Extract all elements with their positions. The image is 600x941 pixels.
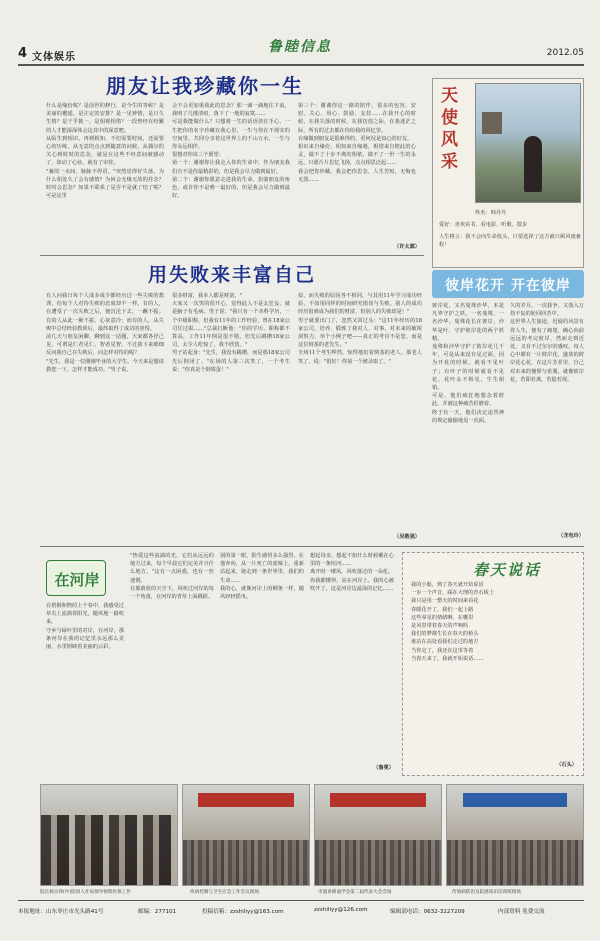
article5-author: （石头） <box>556 762 577 768</box>
footer-postcode: 邮编：277101 <box>138 909 177 915</box>
photo-1-caption: 院长杨宗铎(中)陪同人社局领导视察医保工作 <box>40 890 131 895</box>
footer-address: 本报地址：山东枣庄市光头路41号 <box>18 909 104 915</box>
profile-person-figure <box>524 136 542 192</box>
issue-date: 2012.05 <box>546 48 584 58</box>
footer-note: 内部资料 免费交流 <box>498 909 545 915</box>
profile-name: 姓名：韩丹丹 <box>475 210 507 216</box>
article2-col2: 很多财富，我本人都是财富。" 大家又一次笑的很开心，觉得此人不是太狂妄，就是脑子有毛病。男子说："我只有一个本科学历，一个中级职称，但我有11年的工作经验，曾在18家公司任过职……"总裁打断他："你的学历、职称都不算高，工作11年倒是很不错，但先后跳槽18家公司，太令人吃惊了，我不欣赏。" 男子站起身："先生，我没有跳槽，而是那18家公司先后倒闭了。"在场的人第三次笑了，一个考生说："你真是个倒霉蛋！" <box>172 293 290 373</box>
photo-3-people <box>315 840 441 885</box>
article3-col2: 久的岁月。一次我争，又落入万劫不复的轮回回苦中。 这世界人生旅途，迟疑的风景有你人生，便有了痛楚，确心向前远远的考完彼岸，然而走到近处，又有不过尔尔的感叹。每人心中都有一片彼岸花，盛放的彼岸花心花，在这片芳菲里，自己对未来的憧憬与希冀，就像彼岸花，若即若离，若隐若现。 <box>510 303 584 383</box>
photo-3 <box>314 784 442 886</box>
article3-title: 彼岸花开 开在彼岸 <box>445 278 571 294</box>
header-rule <box>18 64 584 66</box>
photo-2 <box>182 784 310 886</box>
photo-4-banner <box>463 793 566 807</box>
divider-1 <box>40 255 424 256</box>
article4-col4: 想起母亲，想起不如什么时候戴在心里的一条恒河…… 离开时一缕风，风吹落过的一朵花。 你我都懂得，站在河岸上，我的心被吹开了，这是河岸边最深的记忆…… <box>310 553 394 592</box>
article1-title: 朋友让我珍藏你一生 <box>106 74 304 98</box>
article3-col1: 彼岸花，又名曼珠沙华，本是凡界守护之妖，一名曼殊，一名沙华。曼殊花长在彼岸，沙华是叶，守护彼岸花的两个妖精。 曼殊和沙华守护了彼岸花几千年，可是从来没有见过面，因为开花的时候，就看不见叶子；有叶子的时候就看不见花，花叶永不相见，生生相错。 可是，他们疯狂地想念着彼此，并被这种痛苦折磨着。 终于有一天，他们决定违背神的规定偷偷地见一次面。 <box>432 303 504 424</box>
article2-col1: 有人问我日每个人成多成少都经历过一些失败的教训，但每个人对待失败的态度却不一样。有的人，在遭受了一次失败之后，便沉沦下去，一蹶不振；有的人从此一厥不振，心灰意冷；而有的人，从失败中总结经验教训后，最终取得了成功的喜悦。 前几天与朋友闲聊，聊到这一话题，大家都各抒己见，可谓是仁者见仁，智者见智。不过我下来细细反问我自己在失败后，向怎样对待的呢？ "先生，我是一位刚刚毕业的大学生。今天来是想请教您一下，怎样才能成功。"男子说。 <box>46 293 164 373</box>
photo-1 <box>40 784 178 886</box>
photo-4 <box>446 784 584 886</box>
article4-title: 在河岸 <box>54 571 100 589</box>
article1-col1: 什么是缘份呢？是前世的修行，是今生的等候？是美丽的邂逅，是注定的安排？是一见钟情，是日久生情？是千乎挑一，是相视相惜？一段曾经在纷繁的人才能深深体会这其中的深意吧。 从陌生到相识，再到相知，不但需要时间，还需要心的历练，从无意的点点到随意的问候，从偶尔的关心到时时的思念，就是在这些不经意间被感动了，却动了心弦，就有了牵挂。 "蒹葭一水间，脉脉不得语。"突然觉得好失落，为什么相处久了会有感情？为何会无缘无故的挂念？时时会思念？如果不联系了是否不是就了结了呢？可是这里 <box>46 103 164 200</box>
article1-col3: 第三个：谢谢你这一路的陪伴，很多的包容、安慰、关心、用心、鼓励、支持……在我开心的时候，在我失落的时候，在我彷徨之际，在我迷茫之际，所有的过去都在你给我的回忆里。 有缘做到朋友是很难得的，更何况是知心的好友。 相识来自缘份，相知来自缘遇，相惜来自彼此的心灵，做不了十步不离的相依，做不了一世一生的永远，只愿片片思忆飞扬，点点相思泛起…… 我会把你珍藏，我会把你思念，人生苦短，无悔也无怨…… <box>298 103 416 183</box>
article2-title: 用失败来丰富自己 <box>147 264 316 286</box>
divider-2 <box>40 546 584 547</box>
footer-email-2: zzshiliyy@126.com <box>314 907 368 913</box>
article2-col3: 似，而失败的原因各不相同，与其用11年学习成功经验，不如用同样的时间研究错误与失败。别人的成功经历很难成为我们的财富，但别人的失败却是！" 男子就要出门了，忽然又回过头："这11年经历的18家公司，培养、锻炼了我对人、对事、对未来的敏锐洞察力，举个小例子吧——真正的考官不是您，而是这位倒茶的老先生。" 全场11个考生哗然，惊愕地盯着倒茶的老人。那老人笑了，说："很好！你第一个被录取了。" <box>298 293 422 365</box>
article2-author: （吴敬强） <box>394 534 420 540</box>
photo-3-caption: 市演讲朗诵学会第二届代表大会会场 <box>318 890 392 895</box>
profile-title: 天使风采 <box>441 86 458 172</box>
article4-col1: 在梧桐和煦的上个春中，我感受过草尖上流淌着阳光，随风地一路吹来。 守乡与绿叶里的对岸，在河岸，那条河岸在我的记忆里永远那么美丽，水里倒映着美丽的云彩。 <box>46 603 124 651</box>
article5-box <box>402 552 584 776</box>
photo-4-caption: 传染病防治及院感知识培训班现场 <box>452 890 521 895</box>
profile-hobby: 爱好：喜欢看书、看电影、听歌、散步 <box>439 222 528 228</box>
article4-col2: "热爱这些流淌的光，它们从远远的地方过来，每个早晨它们完美并且什么地方。"这有一点困惑，也有一丝迷惘。 在那蔚蓝的天空下，风吹过河岸的每一个角落，在河岸的青草上面跳跃。 <box>130 553 214 601</box>
section-title: 文体娱乐 <box>32 52 76 63</box>
photo-1-people <box>41 815 177 885</box>
masthead-logo: 鲁睦信息 <box>268 39 332 55</box>
profile-photo <box>475 83 581 203</box>
photo-2-people <box>183 840 309 885</box>
page-number: 4 <box>18 46 28 61</box>
footer-rule <box>18 900 584 901</box>
article5-poem: 我的小船，到了春天就开始说话 一步一个声音，踩在大理的青石板上 我只是用一整天的时间来看花 春暖花开了，我们一起上路 这些零星的情绪啊，在哪里 是风里带着春天的声响吗 我们的梦都生长在春天的桥头 谁站在高处看我们走过的地方 当你走了，我还在这里等着 当春天来了，我就开始说话…… <box>411 582 495 662</box>
profile-motto: 人生格言：我不会向生命低头，只要选择了这方就只顾风雨兼程！ <box>439 234 581 249</box>
footer-phone: 编辑部电话：0632-3227209 <box>390 909 465 915</box>
article3-banner <box>432 270 584 298</box>
photo-2-caption: 疾病控制与卫生应急工作会议现场 <box>190 890 259 895</box>
article4-title-box <box>46 560 106 596</box>
photo-4-people <box>447 840 583 885</box>
profile-pavilion <box>482 112 502 134</box>
profile-box <box>432 78 584 268</box>
photo-3-banner <box>330 793 426 807</box>
footer-email-1: 投稿信箱：zzshiliyy@163.com <box>202 909 284 915</box>
page-header <box>18 39 584 64</box>
article3-author: （龙电玲） <box>558 533 584 539</box>
article4-col3: 别的第一眼，阳生感悟多么强烈，在他奔向，从一片死亡的废墟上，重新站起来，她走到一条世界里，我们的生命…… 我的心，就像河岸上的柳条一样，随风轻轻摇曳。 <box>220 553 304 601</box>
article1-author: （许太霖） <box>394 244 420 250</box>
article1-col2: 会不会更加重我此的思念？那一滴一滴地往下流，我明了几缕清痕，落下了一地的寂寞…… 可是我能做什么？只想将一生的话语放在手心，一生把你的名字珍藏在我心里，一生与你在不现实的空间里，共同分享着这世界上的千山万水，一生与你永远相伴。 很想对你说三个愿望： 第一个：谢谢你让我走入你的生命中，作为朋友我们有不是你最精彩的，但是我会尽力做到最好。 第二个：谢谢你愿意走进我的生命，扮演朋友的角色，或许你不是唯一最好的，但是我会尽力做到最好。 <box>172 103 290 200</box>
article5-title: 春天说话 <box>473 561 542 579</box>
photo-2-banner <box>198 793 294 807</box>
article4-author: （詹冕） <box>373 765 394 771</box>
page-footer <box>18 905 584 919</box>
